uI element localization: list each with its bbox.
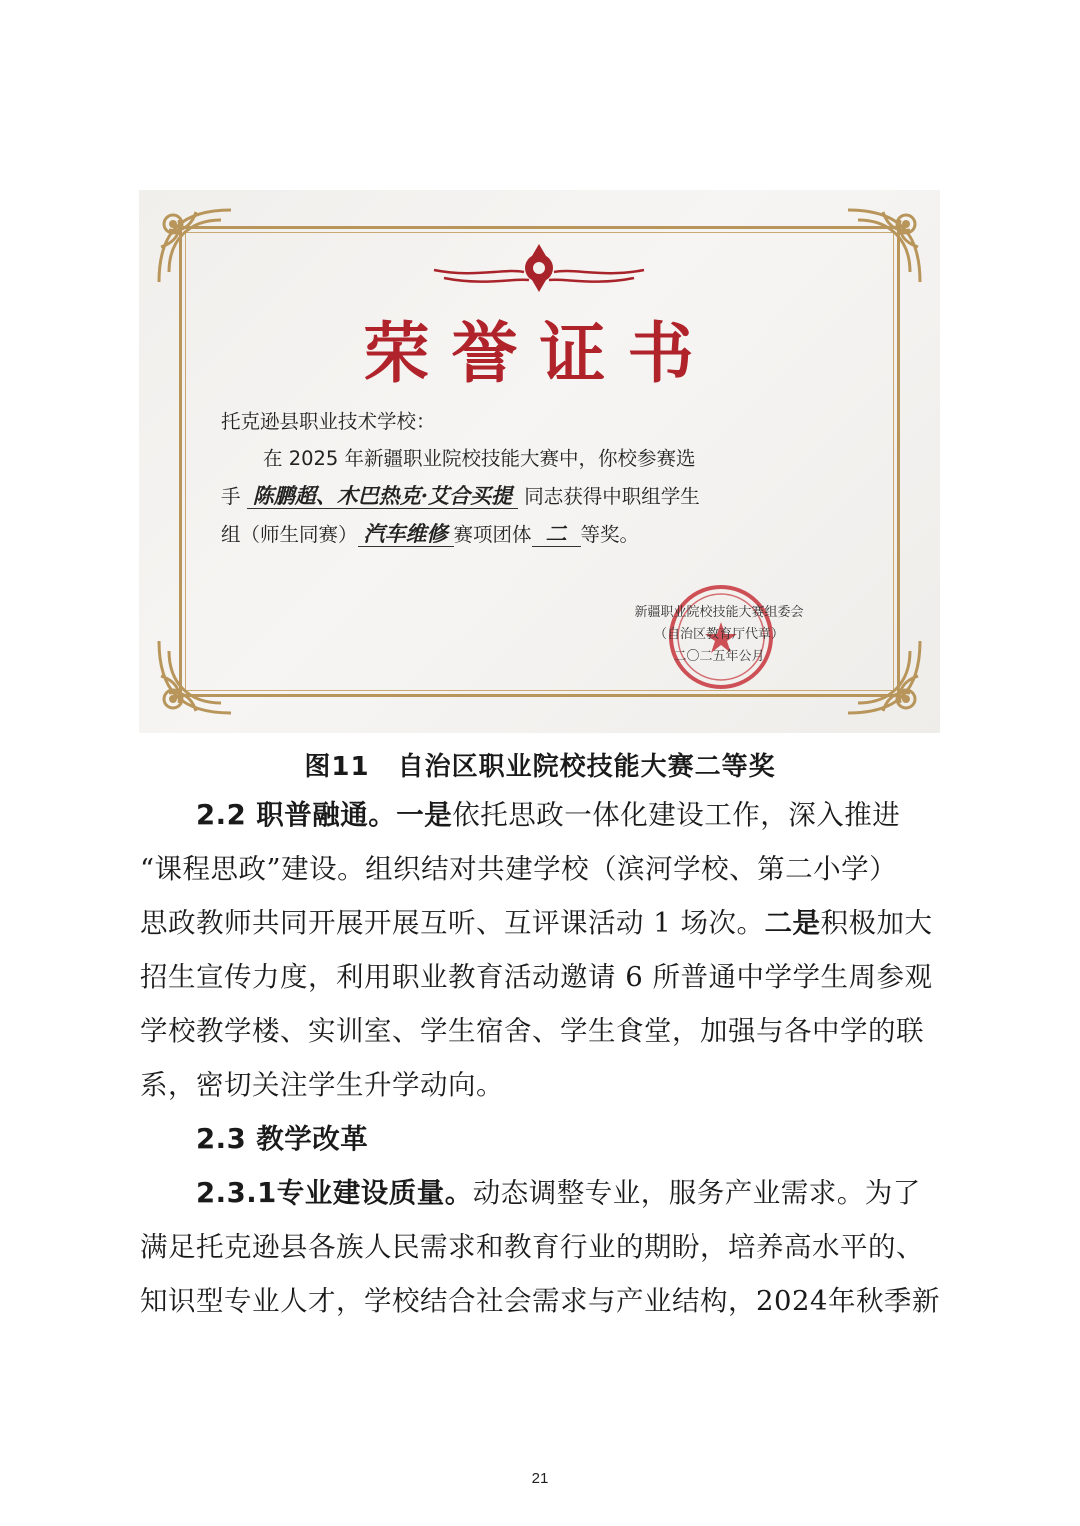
- paragraph-line: [140, 788, 940, 842]
- body-text: 动态调整专业，服务产业需求。为了: [472, 1177, 921, 1209]
- paragraph-line: [140, 1166, 940, 1220]
- certificate-recipient: 托克逊县职业技术学校：: [221, 410, 436, 433]
- paragraph-line: [140, 896, 940, 950]
- award-rank: 二: [532, 521, 581, 547]
- figure-number: 图11: [304, 752, 370, 782]
- emphasis-text: 二是: [764, 907, 821, 939]
- emphasis-text: 一是: [396, 799, 453, 831]
- section-heading: 2.3 教学改革: [196, 1123, 369, 1155]
- certificate-text: 等奖。: [580, 523, 640, 546]
- body-text: 思政教师共同开展开展互听、互评课活动 1 场次。: [140, 907, 765, 939]
- figure-caption: [0, 746, 1080, 783]
- section-2-3: [140, 1112, 940, 1166]
- paragraph-line: 招生宣传力度，利用职业教育活动邀请 6 所普通中学学生周参观: [140, 961, 933, 993]
- figure-caption-text: 自治区职业院校技能大赛二等奖: [397, 752, 776, 782]
- section-heading: 2.3.1专业建设质量。: [196, 1177, 473, 1209]
- certificate-body: [221, 403, 871, 553]
- certificate-photo: [139, 190, 940, 733]
- corner-ornament-icon: [838, 631, 928, 721]
- corner-ornament-icon: [838, 202, 928, 292]
- section-2-3-1: [140, 1166, 940, 1328]
- certificate-text: 组（师生同赛）: [221, 523, 358, 546]
- paragraph-line: “课程思政”建设。组织结对共建学校（滨河学校、第二小学）: [140, 853, 898, 885]
- page-number: 21: [531, 1470, 549, 1487]
- corner-ornament-icon: [151, 202, 241, 292]
- top-scroll-ornament-icon: [424, 238, 654, 298]
- section-heading: 2.2 职普融通。: [196, 799, 397, 831]
- paragraph-line: 学校教学楼、实训室、学生宿舍、学生食堂，加强与各中学的联: [140, 1015, 924, 1047]
- section-2-2: [140, 788, 940, 1112]
- body-text: 依托思政一体化建设工作，深入推进: [452, 799, 901, 831]
- certificate-text: 同志获得中职组学生: [524, 485, 700, 508]
- paragraph-line: 知识型专业人才，学校结合社会需求与产业结构，2024年秋季新: [140, 1285, 940, 1317]
- certificate-title: 荣誉证书: [363, 314, 716, 392]
- event-name: 汽车维修: [358, 521, 454, 547]
- corner-ornament-icon: [151, 631, 241, 721]
- paragraph-line: 系，密切关注学生升学动向。: [140, 1069, 504, 1101]
- paragraph-line: 满足托克逊县各族人民需求和教育行业的期盼，培养高水平的、: [140, 1231, 924, 1263]
- certificate-line: [221, 515, 871, 553]
- certificate-issuer: [599, 602, 839, 668]
- issue-date: 二〇二五年公月: [673, 649, 765, 664]
- certificate-text: 赛项团体: [453, 523, 532, 546]
- certificate-line: [221, 477, 871, 515]
- contestant-names: 陈鹏超、木巴热克·艾合买提: [247, 483, 518, 509]
- certificate-line: 在 2025 年新疆职业院校技能大赛中，你校参赛选: [263, 447, 696, 470]
- body-text: 积极加大: [820, 907, 933, 939]
- certificate-text: 手: [221, 485, 241, 508]
- issuer-name: 新疆职业院校技能大赛组委会: [634, 605, 804, 620]
- issuer-note: （自治区教育厅代章）: [653, 627, 784, 642]
